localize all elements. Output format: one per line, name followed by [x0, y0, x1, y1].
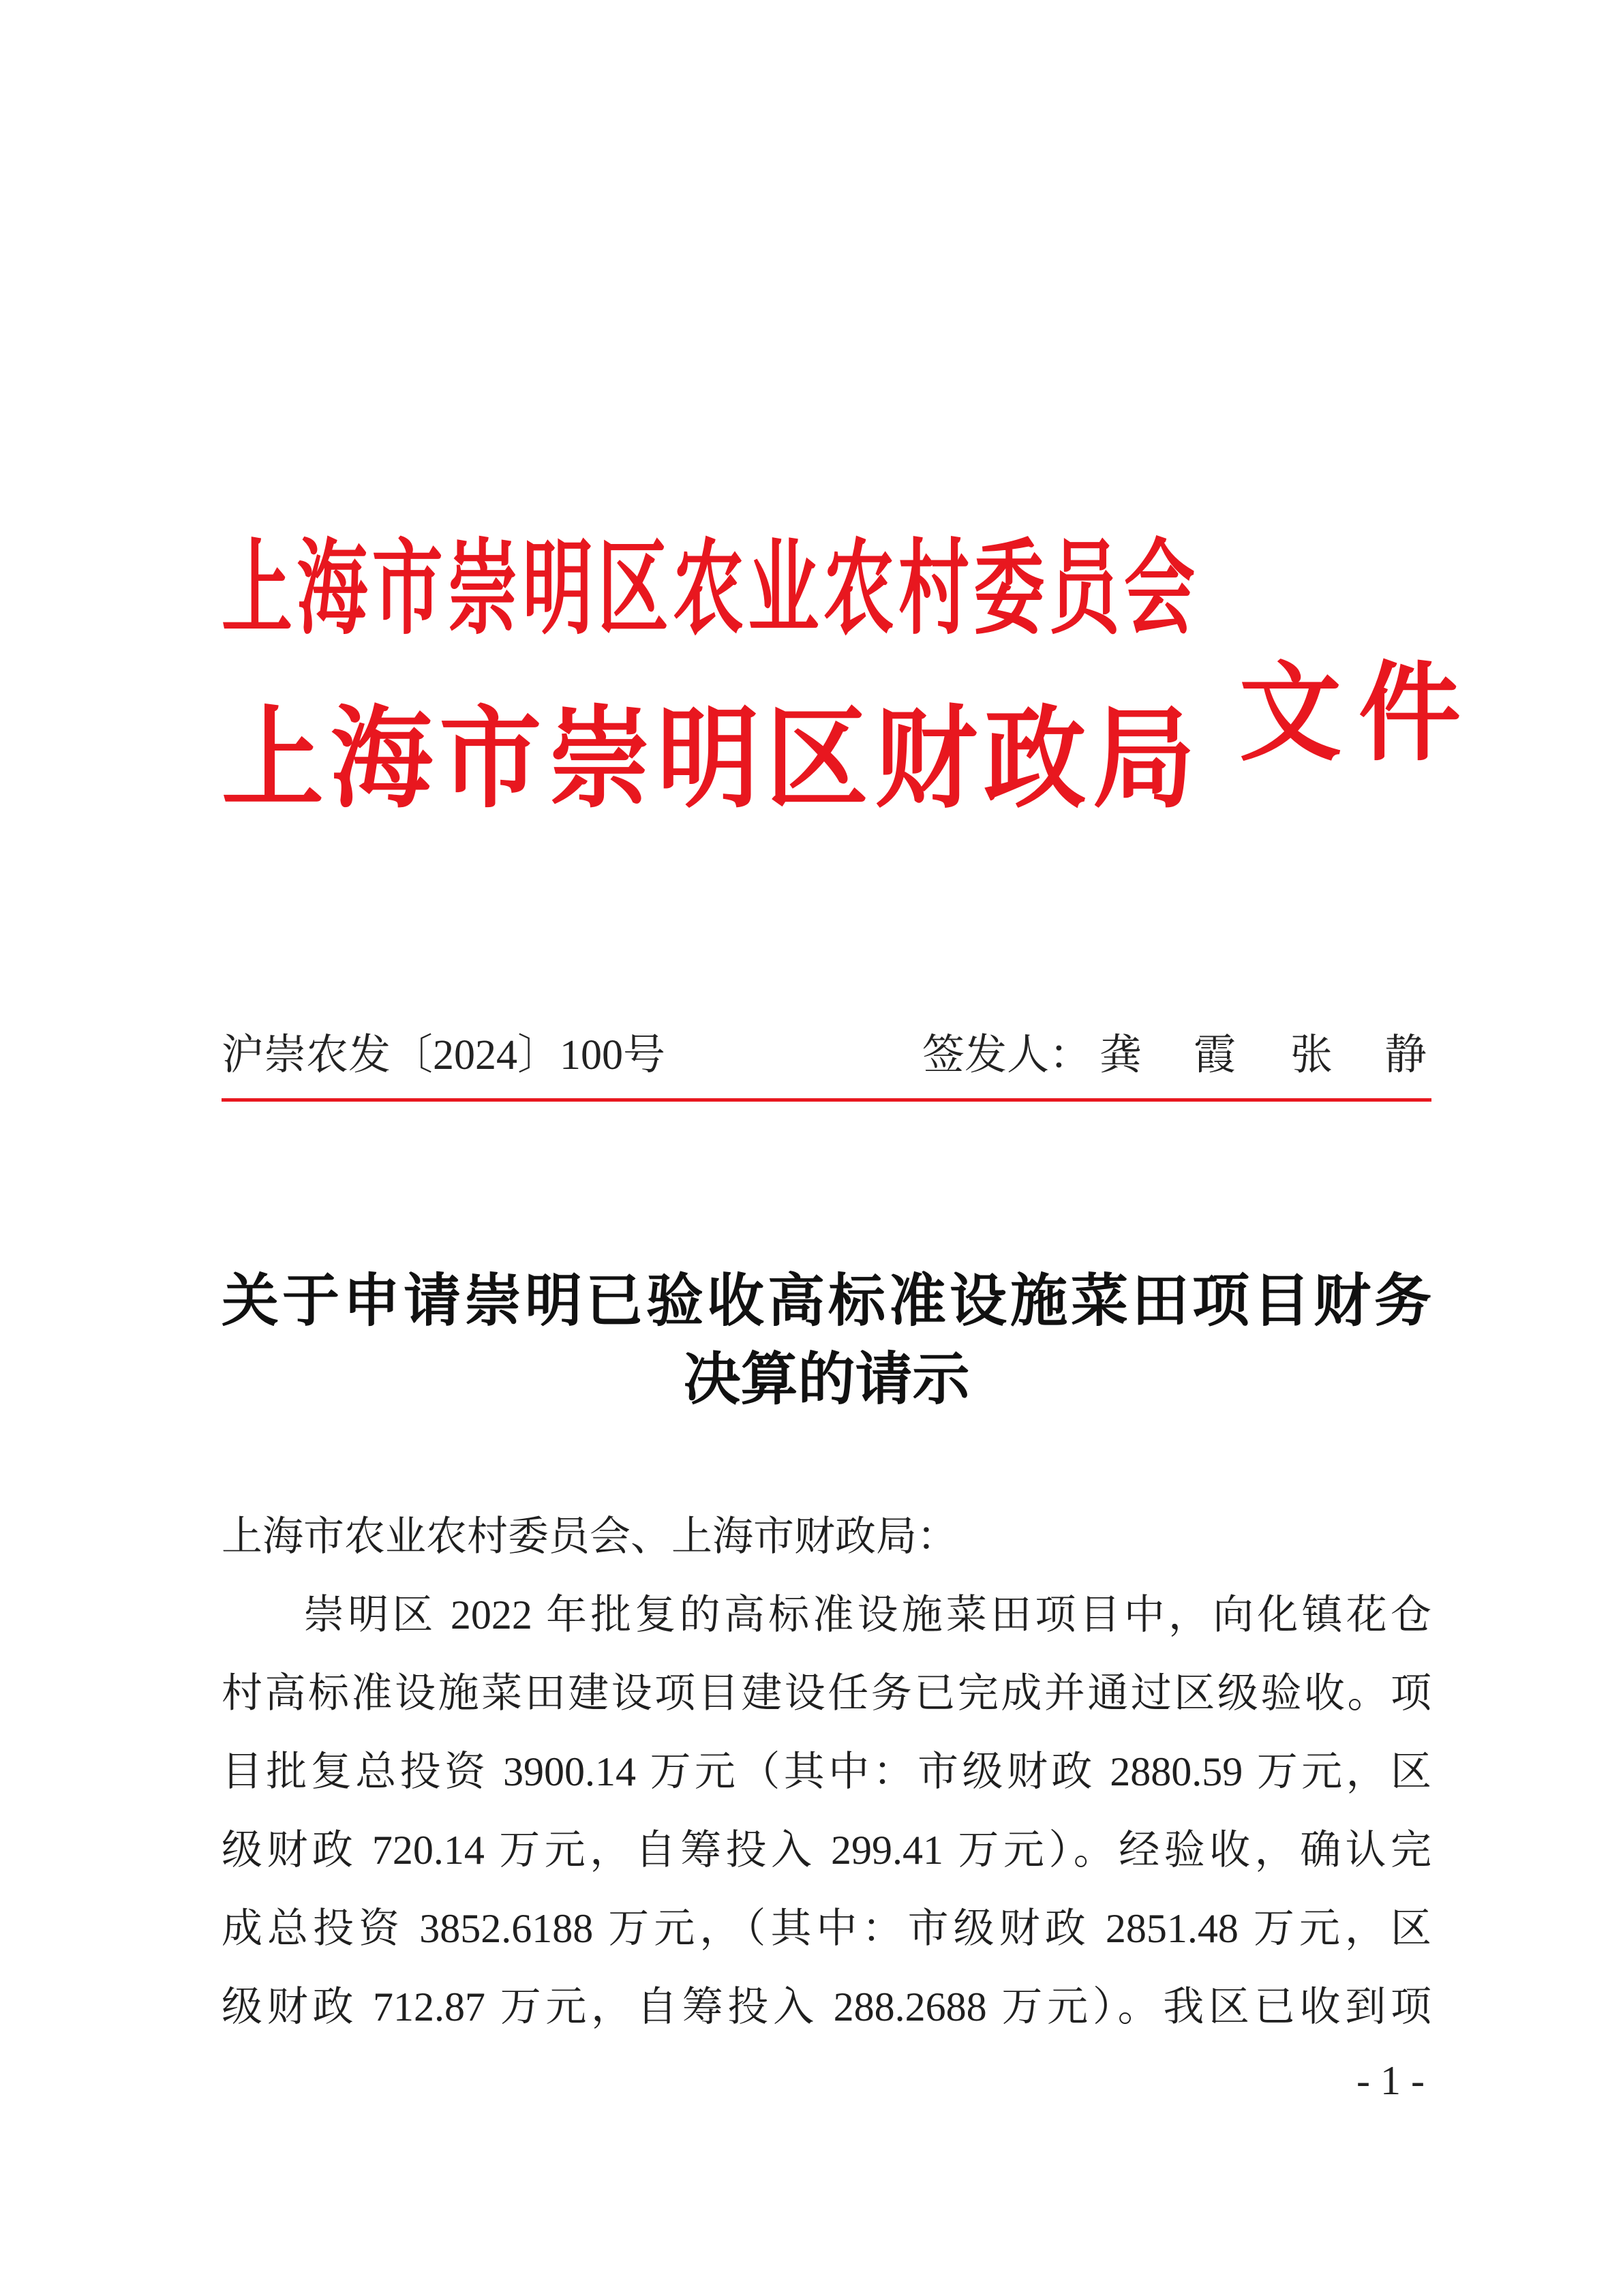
body-line: 村高标准设施菜田建设项目建设任务已完成并通过区级验收。项: [222, 1671, 1431, 1716]
signer-name: 龚 霞: [1099, 1032, 1237, 1078]
body-line: 崇明区 2022 年批复的高标准设施菜田项目中，向化镇花仓: [303, 1592, 1431, 1637]
salutation: 上海市农业农村委员会、上海市财政局：: [222, 1514, 958, 1559]
signer-name: 张 静: [1290, 1032, 1427, 1078]
body-line: 目批复总投资 3900.14 万元（其中：市级财政 2880.59 万元，区: [222, 1749, 1431, 1794]
document-body: [222, 1498, 1431, 2046]
red-header-agency-line-1: 上海市崇明区农业农村委员会: [222, 532, 1195, 648]
signer-block: [922, 1034, 1427, 1076]
page-number: - 1 -: [1356, 2058, 1425, 2103]
title-line-1: 关于申请崇明已验收高标准设施菜田项目财务: [222, 1270, 1431, 1333]
red-header-document-suffix: 文件: [1239, 654, 1461, 774]
document-number: 沪崇农发〔2024〕100号: [222, 1032, 666, 1078]
title-line-2: 决算的请示: [683, 1348, 970, 1412]
body-line: 成总投资 3852.6188 万元，（其中：市级财政 2851.48 万元，区: [222, 1906, 1431, 1951]
body-line: 级财政 720.14 万元，自筹投入 299.41 万元）。经验收，确认完: [222, 1828, 1431, 1873]
red-divider-line: [222, 1098, 1431, 1102]
signer-label: 签发人：: [922, 1032, 1092, 1078]
body-line: 级财政 712.87 万元，自筹投入 288.2688 万元）。我区已收到项: [222, 1984, 1431, 2029]
red-header-agency-line-2: 上海市崇明区财政局: [222, 699, 1195, 821]
document-title: [222, 1263, 1431, 1419]
